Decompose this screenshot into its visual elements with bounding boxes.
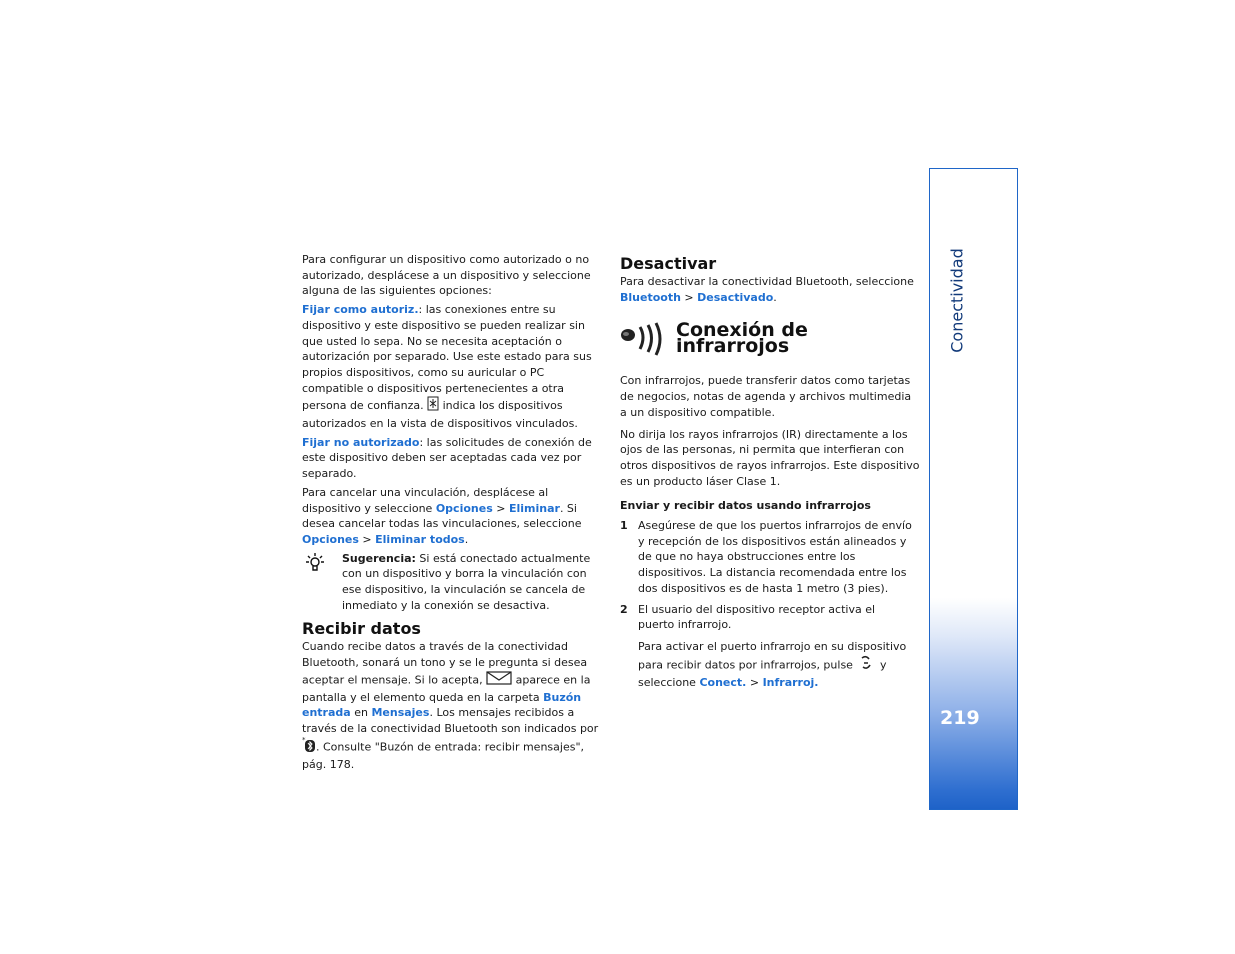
messages-link[interactable]: Mensajes <box>371 706 430 720</box>
options-link-2[interactable]: Opciones <box>302 532 359 546</box>
set-unauthorized-link[interactable]: Fijar no autorizado <box>302 435 420 449</box>
menu-key-icon <box>856 655 876 676</box>
svg-text:*: * <box>302 736 306 744</box>
deactivated-link[interactable]: Desactivado <box>697 290 774 304</box>
step-1-number: 1 <box>620 519 628 533</box>
step-2-text: El usuario del dispositivo receptor activa el puerto infrarrojo. <box>638 602 876 632</box>
bluetooth-message-icon <box>302 737 316 758</box>
chapter-tab <box>929 168 1018 810</box>
infrared-heading-row <box>620 319 920 357</box>
bluetooth-link[interactable]: Bluetooth <box>620 290 681 304</box>
tip-label: Sugerencia: <box>342 551 416 565</box>
authorized-device-icon <box>427 396 439 416</box>
tip-text: Si está conectado actualmente con un dispositivo y borra la vinculación con ese dispositivo, la vinculación se cancela de inmediato y la conexión se desactiva. <box>342 551 591 612</box>
infrared-icon <box>620 321 666 362</box>
deactivate-paragraph: Para desactivar la conectividad Bluetooth, seleccione Bluetooth > Desactivado. <box>620 275 914 304</box>
delete-all-link[interactable]: Eliminar todos <box>375 532 465 546</box>
set-authorized-link[interactable]: Fijar como autoriz. <box>302 303 419 317</box>
connect-link[interactable]: Conect. <box>699 676 747 690</box>
left-column <box>302 252 604 776</box>
infrared-warning: No dirija los rayos infrarrojos (IR) directamente a los ojos de las personas, ni permita que interfieran con otros dispositivos de rayos infrarrojos. Este dispositivo es un producto láser Clase 1. <box>620 427 920 488</box>
inbox-link[interactable]: Buzón entrada <box>302 690 582 720</box>
step-2 <box>620 602 878 633</box>
lightbulb-icon <box>304 551 326 578</box>
option-authorized: Fijar como autoriz.: las conexiones entre su dispositivo y este dispositivo se pueden realizar sin que usted lo sepa. No se necesita aceptación o autorización por separado. Use este estado para sus propios dispositivos, como su auricular o PC compatible o dispositivos pertenecientes a otra persona de confianza. indica los dispositivos autorizados en la vista de dispositivos vinculados. <box>302 303 592 431</box>
cancel-paragraph: Para cancelar una vinculación, desplácese al dispositivo y seleccione Opciones > Eliminar. Si desea cancelar todas las vinculaciones, seleccione Opciones > Eliminar todos. <box>302 485 582 546</box>
envelope-icon <box>486 671 512 690</box>
options-link[interactable]: Opciones <box>435 501 493 515</box>
chapter-title: Conectividad <box>947 248 967 353</box>
infrared-link[interactable]: Infrarroj. <box>762 676 819 690</box>
tip-box <box>302 551 604 614</box>
right-column <box>620 254 920 694</box>
send-receive-subheading: Enviar y recibir datos usando infrarrojos <box>620 499 871 513</box>
activate-infrared-paragraph: Para activar el puerto infrarrojo en su dispositivo para recibir datos por infrarrojos, pulse y seleccione Conect. > Infrarroj. <box>638 639 907 690</box>
step-1-text: Asegúrese de que los puertos infrarrojos de envío y recepción de los dispositivos están alineados y de que no haya obstrucciones entre los dispositivos. La distancia recomendada entre los dos dispositivos es de hasta 1 metro (3 pies). <box>638 519 912 595</box>
infrared-intro: Con infrarrojos, puede transferir datos como tarjetas de negocios, notas de agenda y archivos multimedia a un dispositivo compatible. <box>620 374 912 419</box>
infrared-heading: Conexión de infrarrojos <box>676 319 808 358</box>
step-2-number: 2 <box>620 602 628 616</box>
deactivate-heading: Desactivar <box>620 254 717 273</box>
receive-data-heading: Recibir datos <box>302 619 421 639</box>
page-number: 219 <box>940 707 980 729</box>
receive-data-paragraph: Cuando recibe datos a través de la conectividad Bluetooth, sonará un tono y se le pregunta si desea aceptar el mensaje. Si lo acepta, aparece en la pantalla y el elemento queda en la carpeta Buzón entrada en Mensajes. Los mensajes recibidos a través de la conectividad Bluetooth son indicados por * . Consulte "Buzón de entrada: recibir mensajes", pág. 178. <box>302 640 599 772</box>
option-unauthorized: Fijar no autorizado: las solicitudes de conexión de este dispositivo deben ser aceptadas cada vez por separado. <box>302 435 592 481</box>
step-1 <box>620 518 920 597</box>
intro-paragraph: Para configurar un dispositivo como autorizado o no autorizado, desplácese a un dispositivo y seleccione alguna de las siguientes opciones: <box>302 253 591 298</box>
delete-link[interactable]: Eliminar <box>508 501 560 515</box>
